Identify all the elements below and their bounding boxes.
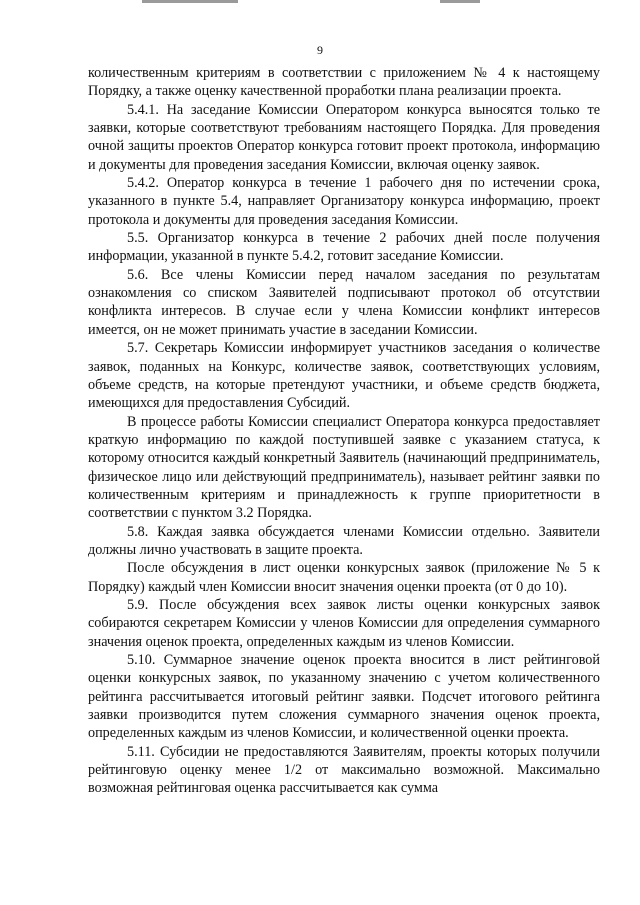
paragraph-5-7-process: В процессе работы Комиссии специалист Оператора конкурса предоставляет краткую информацию по каждой поступившей заявке с указанием статуса, к которому относится каждый конкретный Заявитель (начинающий предприниматель, физическое лицо или действующий предприниматель), называет рейтинг заявки по количественным критериям и принадлежность к группе приоритетности в соответствии с пунктом 3.2 Порядка. bbox=[88, 413, 600, 522]
paragraph-5-4-2: 5.4.2. Оператор конкурса в течение 1 рабочего дня по истечении срока, указанного в пункте 5.4, направляет Организатору конкурса информацию, проект протокола и документы для проведения заседания Комиссии. bbox=[88, 175, 600, 228]
paragraph-5-11: 5.11. Субсидии не предоставляются Заявителям, проекты которых получили рейтинговую оценку менее 1/2 от максимально возможной. Максимально возможная рейтинговая оценка рассчитывается как сумма bbox=[88, 743, 600, 797]
page-number: 9 bbox=[317, 43, 323, 57]
paragraph-5-4-1: 5.4.1. На заседание Комиссии Оператором конкурса выносятся только те заявки, которые соответствуют требованиям настоящего Порядка. Для проведения очной защиты проектов Оператор конкурса готовит проект протокола, информацию и документы для проведения заседания Комиссии, включая оценку заявок. bbox=[88, 101, 600, 173]
paragraph-5-10: 5.10. Суммарное значение оценок проекта вносится в лист рейтинговой оценки конкурсных заявок, по указанному значению с учетом количественного рейтинга рассчитывается итоговый рейтинг заявки. Подсчет итогового рейтинга заявки производится путем сложения суммарного значения оценок проекта, определенных каждым из членов Комиссии, и количественной оценки проекта. bbox=[88, 652, 600, 742]
scan-artifact-right bbox=[440, 0, 480, 3]
paragraph-continuation: количественным критериям в соответствии с приложением № 4 к настоящему Порядку, а также оценку качественной проработки плана реализации проекта. bbox=[88, 65, 600, 100]
paragraph-5-5: 5.5. Организатор конкурса в течение 2 рабочих дней после получения информации, указанной в пункте 5.4.2, готовит заседание Комиссии. bbox=[88, 230, 600, 265]
paragraph-5-8-evaluation: После обсуждения в лист оценки конкурсных заявок (приложение № 5 к Порядку) каждый член Комиссии вносит значения оценки проекта (от 0 до 10). bbox=[88, 560, 600, 595]
paragraph-5-6: 5.6. Все члены Комиссии перед началом заседания по результатам ознакомления со списком Заявителей подписывают протокол об отсутствии конфликта интересов. В случае если у члена Комиссии конфликт интересов имеется, он не может принимать участие в заседании Комиссии. bbox=[88, 266, 600, 338]
scan-artifact-left bbox=[142, 0, 238, 3]
document-body bbox=[88, 64, 600, 798]
paragraph-5-8: 5.8. Каждая заявка обсуждается членами Комиссии отдельно. Заявители должны лично участвовать в защите проекта. bbox=[88, 523, 600, 558]
paragraph-5-9: 5.9. После обсуждения всех заявок листы оценки конкурсных заявок собираются секретарем Комиссии у членов Комиссии для определения суммарного значения оценок проекта, определенных каждым из членов Комиссии. bbox=[88, 596, 600, 650]
paragraph-5-7: 5.7. Секретарь Комиссии информирует участников заседания о количестве заявок, поданных на Конкурс, количестве заявок, соответствующих условиям, объеме средств, на которые претендуют участники, и объеме средств бюджета, имеющихся для предоставления Субсидий. bbox=[88, 340, 600, 412]
